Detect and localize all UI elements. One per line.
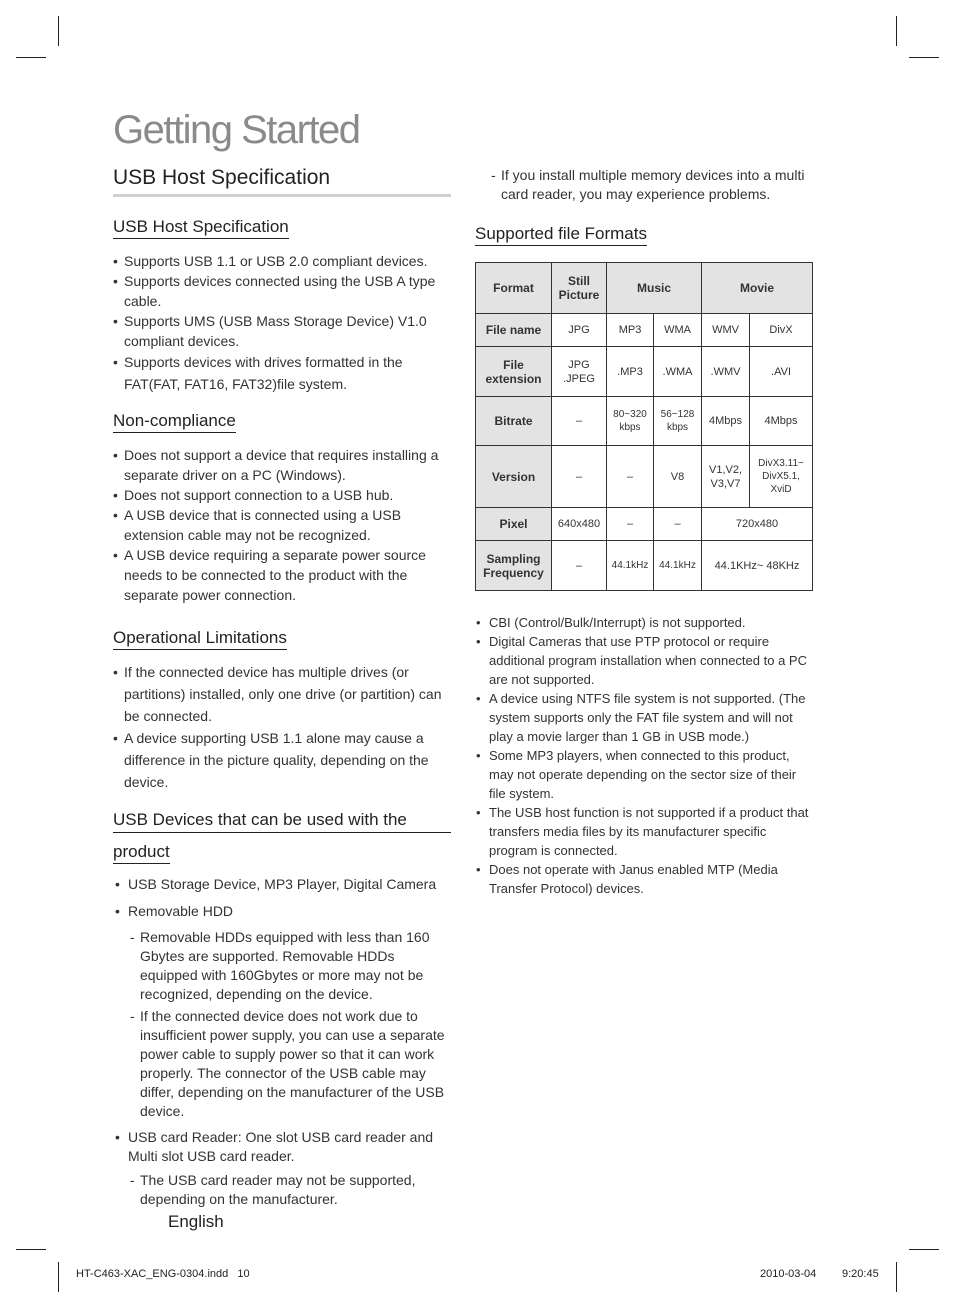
list-item: • If the connected device has multiple drives (or partitions) installed, only one drive (or partition) can be connected. (113, 661, 451, 727)
list-item: • Some MP3 players, when connected to this product, may not operate depending on the sector size of their file system. (475, 746, 813, 803)
table-cell: 4Mbps (702, 397, 750, 446)
table-cell: .AVI (750, 347, 813, 397)
left-column (113, 166, 451, 1209)
operational-limitations-heading: Operational Limitations (113, 628, 287, 650)
table-row (476, 263, 813, 314)
table-cell: – (607, 508, 654, 541)
table-cell: .WMA (654, 347, 702, 397)
table-cell: JPG .JPEG (552, 347, 607, 397)
table-cell: .WMV (702, 347, 750, 397)
table-cell: JPG (552, 314, 607, 347)
devices-heading-wrap (113, 810, 451, 833)
table-row (476, 314, 813, 347)
table-cell: DivX (750, 314, 813, 347)
formats-table (475, 262, 813, 591)
table-cell: File extension (476, 347, 552, 397)
table-cell: Format (476, 263, 552, 314)
section-title: USB Host Specification (113, 166, 451, 197)
list-item: • A USB device that is connected using a USB extension cable may not be recognized. (113, 505, 451, 545)
list-item: • Supports UMS (USB Mass Storage Device) V1.0 compliant devices. (113, 311, 451, 351)
spec-heading: USB Host Specification (113, 217, 289, 239)
chapter-title: Getting Started (113, 108, 360, 152)
table-cell: File name (476, 314, 552, 347)
dash-note: - Removable HDDs equipped with less than 160 Gbytes are supported. Removable HDDs equipped with 160Gbytes or more may not be recognized, depending on the device. (130, 928, 451, 1004)
devices-list-cont (113, 1128, 451, 1166)
table-cell: – (552, 446, 607, 508)
list-item: • Supports devices connected using the USB A type cable. (113, 271, 451, 311)
table-row (476, 508, 813, 541)
table-cell: 44.1kHz (654, 541, 702, 591)
spec-list (113, 251, 451, 395)
table-cell: Movie (702, 263, 813, 314)
table-row (476, 541, 813, 591)
table-cell: Pixel (476, 508, 552, 541)
print-date: 2010-03-04 (760, 1268, 817, 1280)
table-cell: 44.1kHz (607, 541, 654, 591)
table-cell: WMA (654, 314, 702, 347)
list-item: • A USB device requiring a separate power source needs to be connected to the product with the separate power connection. (113, 545, 451, 605)
table-row (476, 397, 813, 446)
crop-mark (16, 57, 46, 58)
crop-mark (58, 16, 59, 46)
table-cell: – (552, 397, 607, 446)
table-cell: 4Mbps (750, 397, 813, 446)
noncompliance-list (113, 445, 451, 605)
table-cell: Version (476, 446, 552, 508)
table-cell: 720x480 (702, 508, 813, 541)
list-item: • Digital Cameras that use PTP protocol or require additional program installation when connected to a PC are not supported. (475, 632, 813, 689)
list-item: • CBI (Control/Bulk/Interrupt) is not supported. (475, 613, 813, 632)
notes-list (475, 613, 813, 898)
devices-heading: USB Devices that can be used with the (113, 810, 407, 829)
dash-note: - The USB card reader may not be supported, depending on the manufacturer. (130, 1171, 451, 1209)
table-cell: 56~128 kbps (654, 397, 702, 446)
table-row (476, 446, 813, 508)
list-item: • A device using NTFS file system is not supported. (The system supports only the FAT file system and will not play a movie larger than 1 GB in USB mode.) (475, 689, 813, 746)
devices-heading-cont: product (113, 842, 170, 864)
file-info: HT-C463-XAC_ENG-0304.indd 10 (76, 1268, 250, 1280)
list-item: • A device supporting USB 1.1 alone may cause a difference in the picture quality, depending on the device. (113, 727, 451, 793)
table-cell: Sampling Frequency (476, 541, 552, 591)
list-item: • Removable HDD (113, 902, 451, 921)
table-cell: DivX3.11~ DivX5.1, XviD (750, 446, 813, 508)
operational-limitations-list (113, 661, 451, 793)
table-cell: 44.1KHz~ 48KHz (702, 541, 813, 591)
list-item: • Does not operate with Janus enabled MTP (Media Transfer Protocol) devices. (475, 860, 813, 898)
list-item: • Supports devices with drives formatted in the FAT(FAT, FAT16, FAT32)file system. (113, 351, 451, 395)
table-cell: 640x480 (552, 508, 607, 541)
right-column (475, 166, 813, 898)
table-cell: Bitrate (476, 397, 552, 446)
table-cell: MP3 (607, 314, 654, 347)
crop-mark (909, 57, 939, 58)
table-cell: V8 (654, 446, 702, 508)
list-item: • USB card Reader: One slot USB card reader and Multi slot USB card reader. (113, 1128, 451, 1166)
noncompliance-heading: Non-compliance (113, 411, 236, 433)
dash-note: - If the connected device does not work due to insufficient power supply, you can use a separate power cable to supply power so that it can work properly. The connector of the USB cable may differ, depending on the manufacturer of the USB device. (130, 1007, 451, 1121)
crop-mark (896, 1262, 897, 1292)
table-cell: V1,V2, V3,V7 (702, 446, 750, 508)
crop-mark (58, 1262, 59, 1292)
table-cell: Still Picture (552, 263, 607, 314)
formats-heading: Supported file Formats (475, 224, 647, 246)
table-cell: – (654, 508, 702, 541)
table-cell: – (607, 446, 654, 508)
crop-mark (16, 1249, 46, 1250)
list-item: • The USB host function is not supported if a product that transfers media files by its manufacturer specific program is connected. (475, 803, 813, 860)
print-time: 9:20:45 (842, 1268, 879, 1280)
table-cell: 80~320 kbps (607, 397, 654, 446)
card-notes (130, 1171, 451, 1209)
list-item: • Supports USB 1.1 or USB 2.0 compliant devices. (113, 251, 451, 271)
list-item: • USB Storage Device, MP3 Player, Digital Camera (113, 875, 451, 894)
table-cell: Music (607, 263, 702, 314)
multi-reader-note: - If you install multiple memory devices into a multi card reader, you may experience problems. (491, 166, 813, 204)
table-row (476, 347, 813, 397)
list-item: • Does not support connection to a USB hub. (113, 485, 451, 505)
hdd-notes (130, 928, 451, 1121)
table-cell: – (552, 541, 607, 591)
list-item: • Does not support a device that requires installing a separate driver on a PC (Windows). (113, 445, 451, 485)
devices-list (113, 875, 451, 921)
footer-language: English (168, 1212, 224, 1231)
table-cell: .MP3 (607, 347, 654, 397)
crop-mark (909, 1249, 939, 1250)
table-cell: WMV (702, 314, 750, 347)
crop-mark (896, 16, 897, 46)
